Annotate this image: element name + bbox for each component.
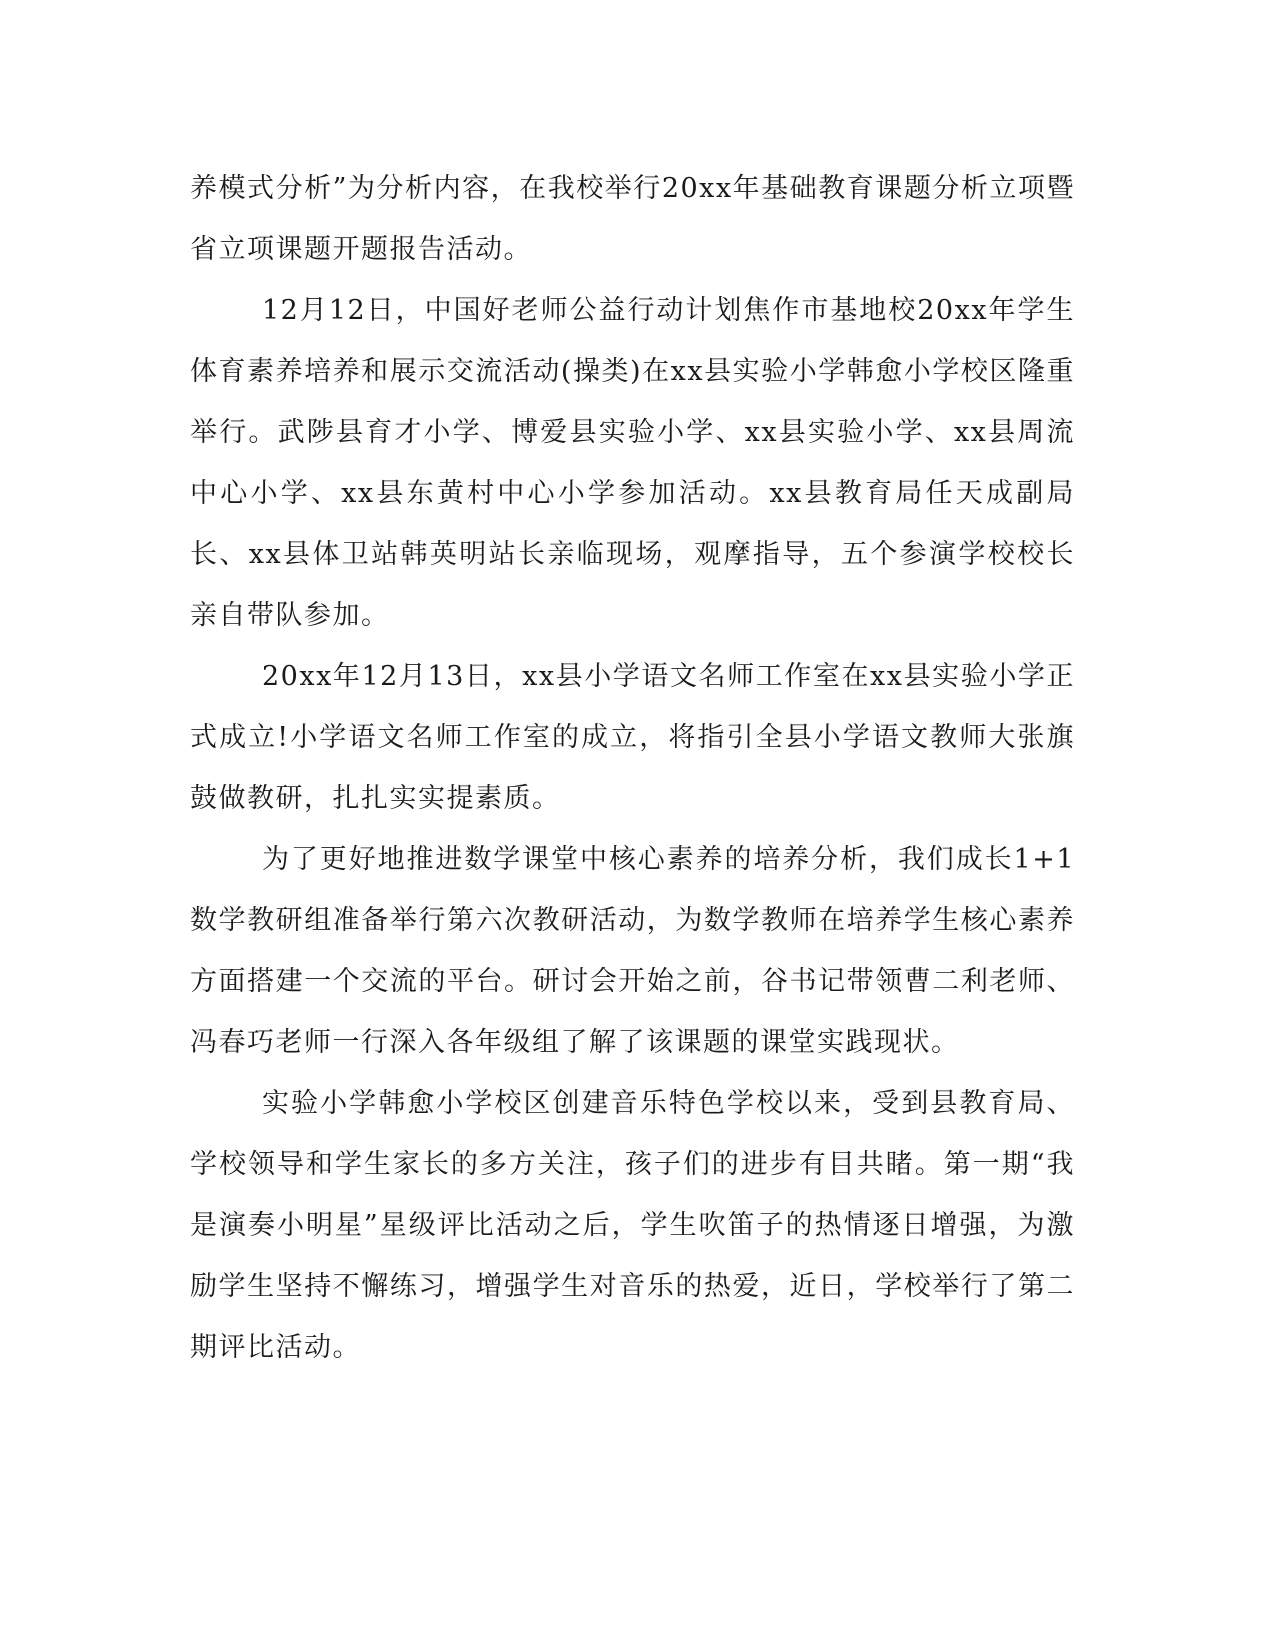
paragraph-sports-activity: 12月12日，中国好老师公益行动计划焦作市基地校20xx年学生体育素养培养和展示交流活动(操类)在xx县实验小学韩愈小学校区隆重举行。武陟县育才小学、博爱县实验小学、xx县实验小学、xx县周流中心小学、xx县东黄村中心小学参加活动。xx县教育局任天成副局长、xx县体卫站韩英明站长亲临现场，观摩指导，五个参演学校校长亲自带队参加。 [190,295,1075,631]
document-body [190,158,1075,1378]
paragraph-chinese-studio: 20xx年12月13日，xx县小学语文名师工作室在xx县实验小学正式成立!小学语文名师工作室的成立，将指引全县小学语文教师大张旗鼓做教研，扎扎实实提素质。 [190,661,1075,814]
paragraph-math-research: 为了更好地推进数学课堂中核心素养的培养分析，我们成长1+1数学教研组准备举行第六次教研活动，为数学教师在培养学生核心素养方面搭建一个交流的平台。研讨会开始之前，谷书记带领曹二利老师、冯春巧老师一行深入各年级组了解了该课题的课堂实践现状。 [190,844,1075,1058]
paragraph-music-contest: 实验小学韩愈小学校区创建音乐特色学校以来，受到县教育局、学校领导和学生家长的多方关注，孩子们的进步有目共睹。第一期“我是演奏小明星”星级评比活动之后，学生吹笛子的热情逐日增强，为激励学生坚持不懈练习，增强学生对音乐的热爱，近日，学校举行了第二期评比活动。 [190,1088,1075,1363]
paragraph-continuation: 养模式分析”为分析内容，在我校举行20xx年基础教育课题分析立项暨省立项课题开题报告活动。 [190,173,1075,265]
